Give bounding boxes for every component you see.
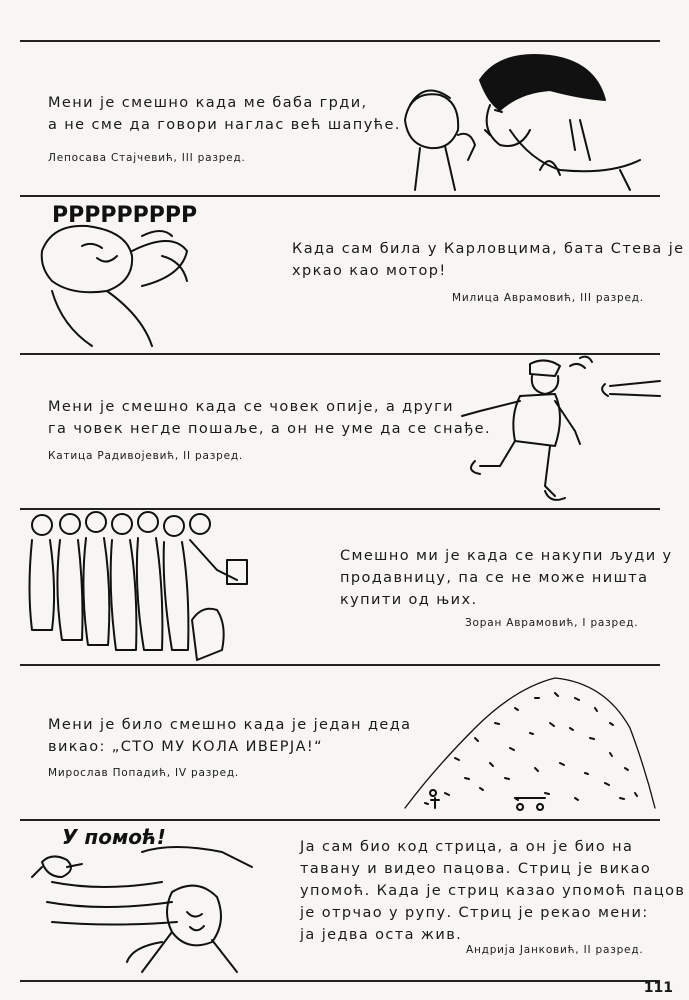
story-5-text: Мени је било смешно када је један деда викао: „СТО МУ КОЛА ИВЕРЈА!“ bbox=[48, 717, 412, 755]
help-cry-text: У помоћ! bbox=[62, 825, 166, 849]
story-6-text: Ја сам био код стрица, а он је био на тавану и видео пацова. Стриц је викао упомоћ. Када је стриц казао упомоћ пацов је отрчао у рупу. Стриц је рекао мени: ја једва оста жив. bbox=[300, 839, 686, 943]
story-1-text: Мени је смешно када ме баба грди, а не сме да говори наглас већ шапуће. bbox=[48, 95, 401, 133]
story-1-author: Лепосава Стајчевић, III разред. bbox=[48, 152, 246, 164]
drunk-man-illustration bbox=[450, 356, 660, 506]
snoring-man-illustration bbox=[22, 196, 242, 353]
scared-uncle-illustration bbox=[22, 822, 272, 978]
crowded-shop-illustration bbox=[22, 510, 252, 664]
story-4-text: Смешно ми је када се накупи људи у продавницу, па се не може ништа купити од њих. bbox=[340, 548, 673, 608]
story-6-author: Андрија Јанковић, II разред. bbox=[466, 944, 644, 956]
story-4-author: Зоран Аврамовић, I разред. bbox=[465, 617, 639, 629]
woodchip-pile-illustration bbox=[395, 668, 660, 813]
story-2-author: Милица Аврамовић, III разред. bbox=[452, 292, 644, 304]
grandma-whisper-illustration bbox=[380, 50, 660, 195]
page-number: 111 bbox=[643, 980, 673, 996]
snore-text: РРРРРРРРР bbox=[52, 203, 198, 228]
story-3-text: Мени је смешно када се човек опије, а други га човек негде пошаље, а он не уме да се снађе. bbox=[48, 399, 491, 437]
story-3-author: Катица Радивојевић, II разред. bbox=[48, 450, 244, 462]
story-2-text: Када сам била у Карловцима, бата Стева је хркао као мотор! bbox=[292, 241, 685, 279]
bottom-border bbox=[20, 980, 660, 982]
story-5-author: Мирослав Попадић, IV разред. bbox=[48, 767, 240, 779]
